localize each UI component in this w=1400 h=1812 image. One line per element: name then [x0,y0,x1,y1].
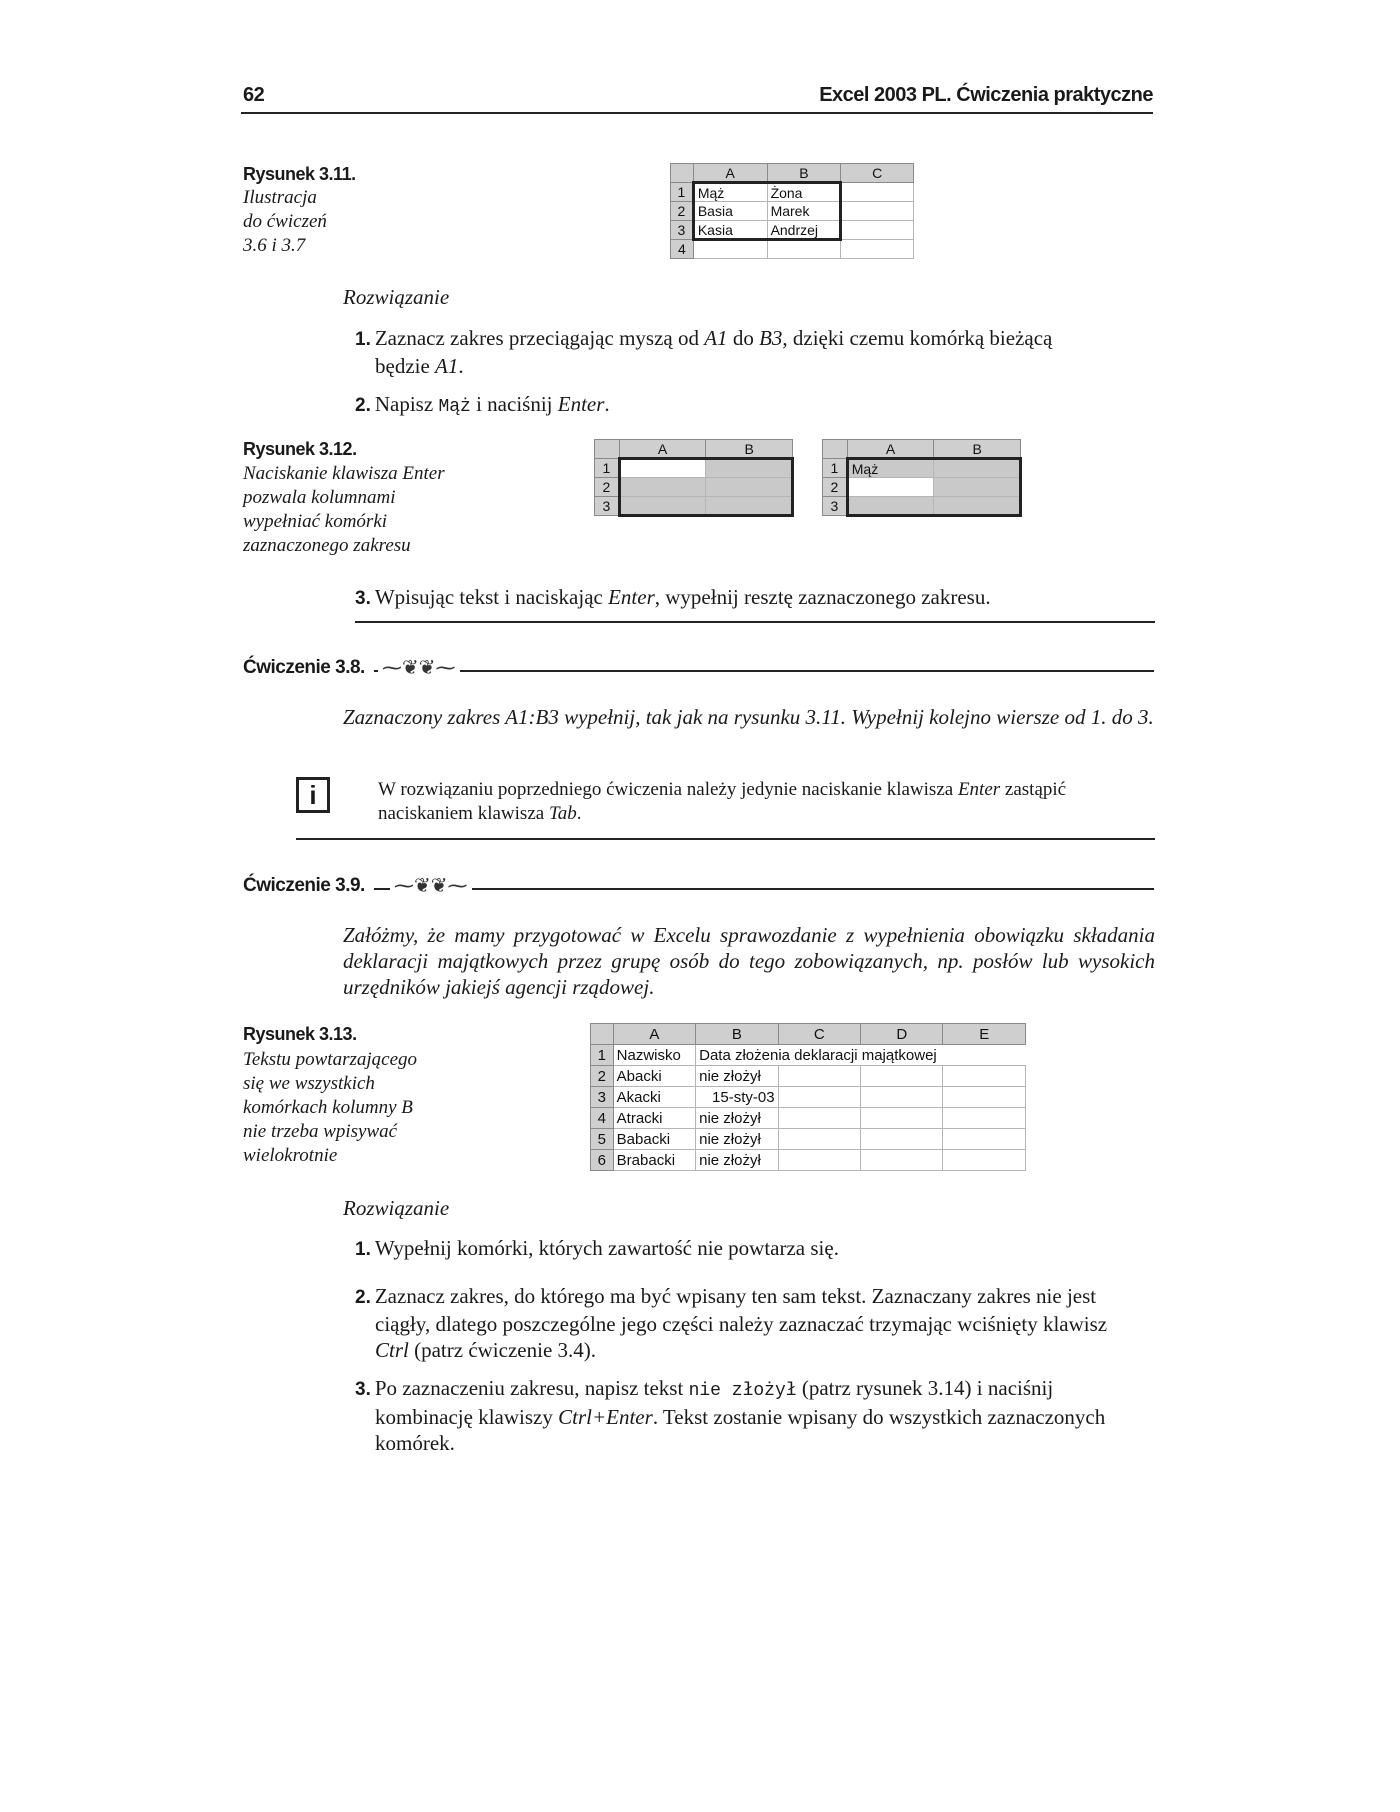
cell: Marek [767,202,841,221]
step-text: Wpisując tekst i naciskając [374,585,609,609]
row-header: 1 [595,459,620,478]
cell [943,1150,1026,1171]
row-header: 3 [595,497,620,516]
exercise-title: Ćwiczenie 3.9. [243,875,365,896]
caption-line: nie trzeba wpisywać [243,1121,398,1142]
caption-line: Ilustracja [243,187,317,208]
step-text: i naciśnij [470,392,558,416]
key-name: Ctrl+Enter [558,1405,653,1429]
note-text: . [576,803,582,824]
step-1 [355,325,1145,379]
row-header: 5 [591,1129,614,1150]
note-text: W rozwiązaniu poprzedniego ćwiczenia należy jedynie naciskanie klawisza [378,779,958,800]
book-title: Excel 2003 PL. Ćwiczenia praktyczne [819,84,1153,106]
corner-cell [595,440,620,459]
solution-heading: Rozwiązanie [343,1196,450,1220]
cell [841,183,914,202]
step-text: , wypełnij resztę zaznaczonego zakresu. [654,585,991,609]
cell: Mąż [693,183,767,202]
step-text: . [458,354,464,378]
caption-line: komórkach kolumny B [243,1097,413,1118]
exercise-rule [374,888,1154,890]
cell [841,202,914,221]
column-header: A [693,164,767,183]
note-text: zastąpić naciskaniem klawisza [378,779,1067,824]
column-header: B [767,164,841,183]
row-header: 3 [823,497,848,516]
caption-line: zaznaczonego zakresu [243,535,411,556]
figure-caption [243,1048,473,1168]
cell [693,240,767,259]
figure-label: Rysunek 3.13. [243,1024,357,1044]
cell: Żona [767,183,841,202]
key-name: Enter [608,585,655,609]
info-icon: i [296,777,330,813]
column-header: A [619,440,706,459]
cell: Babacki [613,1129,695,1150]
row-header: 2 [591,1066,614,1087]
code-text: nie złożył [688,1381,797,1401]
cell [861,1087,943,1108]
step-text: Zaznacz zakres przeciągając myszą od [374,326,705,350]
column-header: B [934,440,1021,459]
cell: Mąż [847,459,934,478]
cell: Kasia [693,221,767,240]
figure-caption [243,186,473,258]
cell: Akacki [613,1087,695,1108]
step-2 [355,1283,1125,1363]
cell [861,1066,943,1087]
step-number: 1. [355,329,371,350]
cell: nie złożył [696,1108,778,1129]
cell [934,459,1021,478]
exercise-task: Zaznaczony zakres A1:B3 wypełnij, tak jak na rysunku 3.11. Wypełnij kolejno wiersze od 1. do 3. [343,705,1154,729]
cell [706,497,793,516]
section-rule [355,621,1155,623]
cell [706,459,793,478]
step-number: 2. [355,1287,371,1308]
active-cell [619,459,706,478]
step-2 [355,391,610,420]
column-header: D [861,1024,943,1045]
cell: Andrzej [767,221,841,240]
cell [778,1066,860,1087]
cell [847,497,934,516]
column-header: C [841,164,914,183]
key-name: Tab [548,803,577,824]
step-3 [355,584,991,612]
figure-caption [243,462,483,558]
code-text: Mąż [438,397,471,417]
caption-line: do ćwiczeń [243,211,327,232]
cell [778,1150,860,1171]
row-header: 1 [591,1045,614,1066]
column-header: B [696,1024,778,1045]
cell [841,240,914,259]
row-header: 2 [595,478,620,497]
step-1 [355,1235,839,1263]
step-text: Wypełnij komórki, których zawartość nie powtarza się. [374,1236,839,1260]
cell [861,1129,943,1150]
cell: Atracki [613,1108,695,1129]
column-header: B [706,440,793,459]
step-text: . Tekst zostanie wpisany do wszystkich zaznaczonych komórek. [375,1405,1106,1455]
step-text: Napisz [374,392,439,416]
step-text: będzie [375,354,436,378]
cell [861,1108,943,1129]
caption-line: 3.6 i 3.7 [243,235,306,256]
step-number: 2. [355,395,371,416]
row-header: 6 [591,1150,614,1171]
step-text: Po zaznaczeniu zakresu, napisz tekst [374,1376,689,1400]
cell: Data złożenia deklaracji majątkowej [696,1045,1026,1066]
cell: Basia [693,202,767,221]
cell [841,221,914,240]
exercise-title: Ćwiczenie 3.8. [243,657,365,678]
ornament-icon: ⁓❦❦⁓ [390,873,472,898]
cell: nie złożył [696,1066,778,1087]
cell [706,478,793,497]
ornament-icon: ⁓❦❦⁓ [378,655,460,680]
cell [934,497,1021,516]
row-header: 2 [671,202,694,221]
section-rule [296,838,1155,840]
column-header: A [613,1024,695,1045]
column-header: C [778,1024,860,1045]
spreadsheet-fig-3-12-before [594,439,794,517]
cell: Nazwisko [613,1045,695,1066]
cell: Brabacki [613,1150,695,1171]
cell [943,1087,1026,1108]
step-text: do [727,326,760,350]
cell [943,1108,1026,1129]
cell [861,1150,943,1171]
row-header: 4 [591,1108,614,1129]
cell: nie złożył [696,1150,778,1171]
page-number: 62 [243,84,265,106]
column-header: E [943,1024,1026,1045]
cell [934,478,1021,497]
caption-line: Tekstu powtarzającego [243,1049,417,1070]
row-header: 1 [823,459,848,478]
row-header: 4 [671,240,694,259]
spreadsheet-fig-3-12-after [822,439,1022,517]
cell [778,1129,860,1150]
cell [619,478,706,497]
cell [778,1108,860,1129]
cell: nie złożył [696,1129,778,1150]
cell-ref: A1 [704,326,728,350]
step-number: 3. [355,588,371,609]
step-3 [355,1375,1125,1456]
cell [767,240,841,259]
cell-ref: B3 [759,326,783,350]
key-name: Ctrl [375,1338,409,1362]
exercise-rule [374,670,1154,672]
step-text: . [604,392,610,416]
row-header: 3 [671,221,694,240]
spreadsheet-fig-3-13 [590,1023,1026,1171]
step-number: 3. [355,1379,371,1400]
cell-ref: A1 [435,354,459,378]
solution-heading: Rozwiązanie [343,285,450,309]
exercise-task: Załóżmy, że mamy przygotować w Excelu sprawozdanie z wypełnienia obowiązku składania deklaracji majątkowych przez grupę osób do tego zobowiązanych, np. posłów lub wysokich urzędników jakiejś agencji rządowej. [343,923,1155,999]
caption-line: Naciskanie klawisza Enter [243,463,445,484]
caption-line: się we wszystkich [243,1073,375,1094]
step-text: Zaznacz zakres, do którego ma być wpisany ten sam tekst. Zaznaczany zakres nie jest ciągły, dlatego poszczególne jego części należy zaznaczać trzymając wciśnięty klawisz [374,1284,1108,1336]
caption-line: wielokrotnie [243,1145,338,1166]
step-text: (patrz rysunek 3.14) i naciśnij kombinację klawiszy [375,1376,1054,1429]
cell: 15-sty-03 [696,1087,778,1108]
figure-label: Rysunek 3.12. [243,439,357,459]
spreadsheet-fig-3-11 [670,163,914,259]
corner-cell [671,164,694,183]
step-text: (patrz ćwiczenie 3.4). [408,1338,597,1362]
corner-cell [591,1024,614,1045]
cell [943,1129,1026,1150]
info-note [378,778,1138,826]
cell: Abacki [613,1066,695,1087]
row-header: 2 [823,478,848,497]
cell [943,1066,1026,1087]
step-text: , dzięki czemu komórką bieżącą [782,326,1053,350]
active-cell [847,478,934,497]
key-name: Enter [557,392,605,416]
step-number: 1. [355,1239,371,1260]
row-header: 3 [591,1087,614,1108]
row-header: 1 [671,183,694,202]
corner-cell [823,440,848,459]
figure-label: Rysunek 3.11. [243,164,356,184]
column-header: A [847,440,934,459]
cell [619,497,706,516]
caption-line: wypełniać komórki [243,511,388,532]
key-name: Enter [957,779,1001,800]
cell [778,1087,860,1108]
caption-line: pozwala kolumnami [243,487,396,508]
